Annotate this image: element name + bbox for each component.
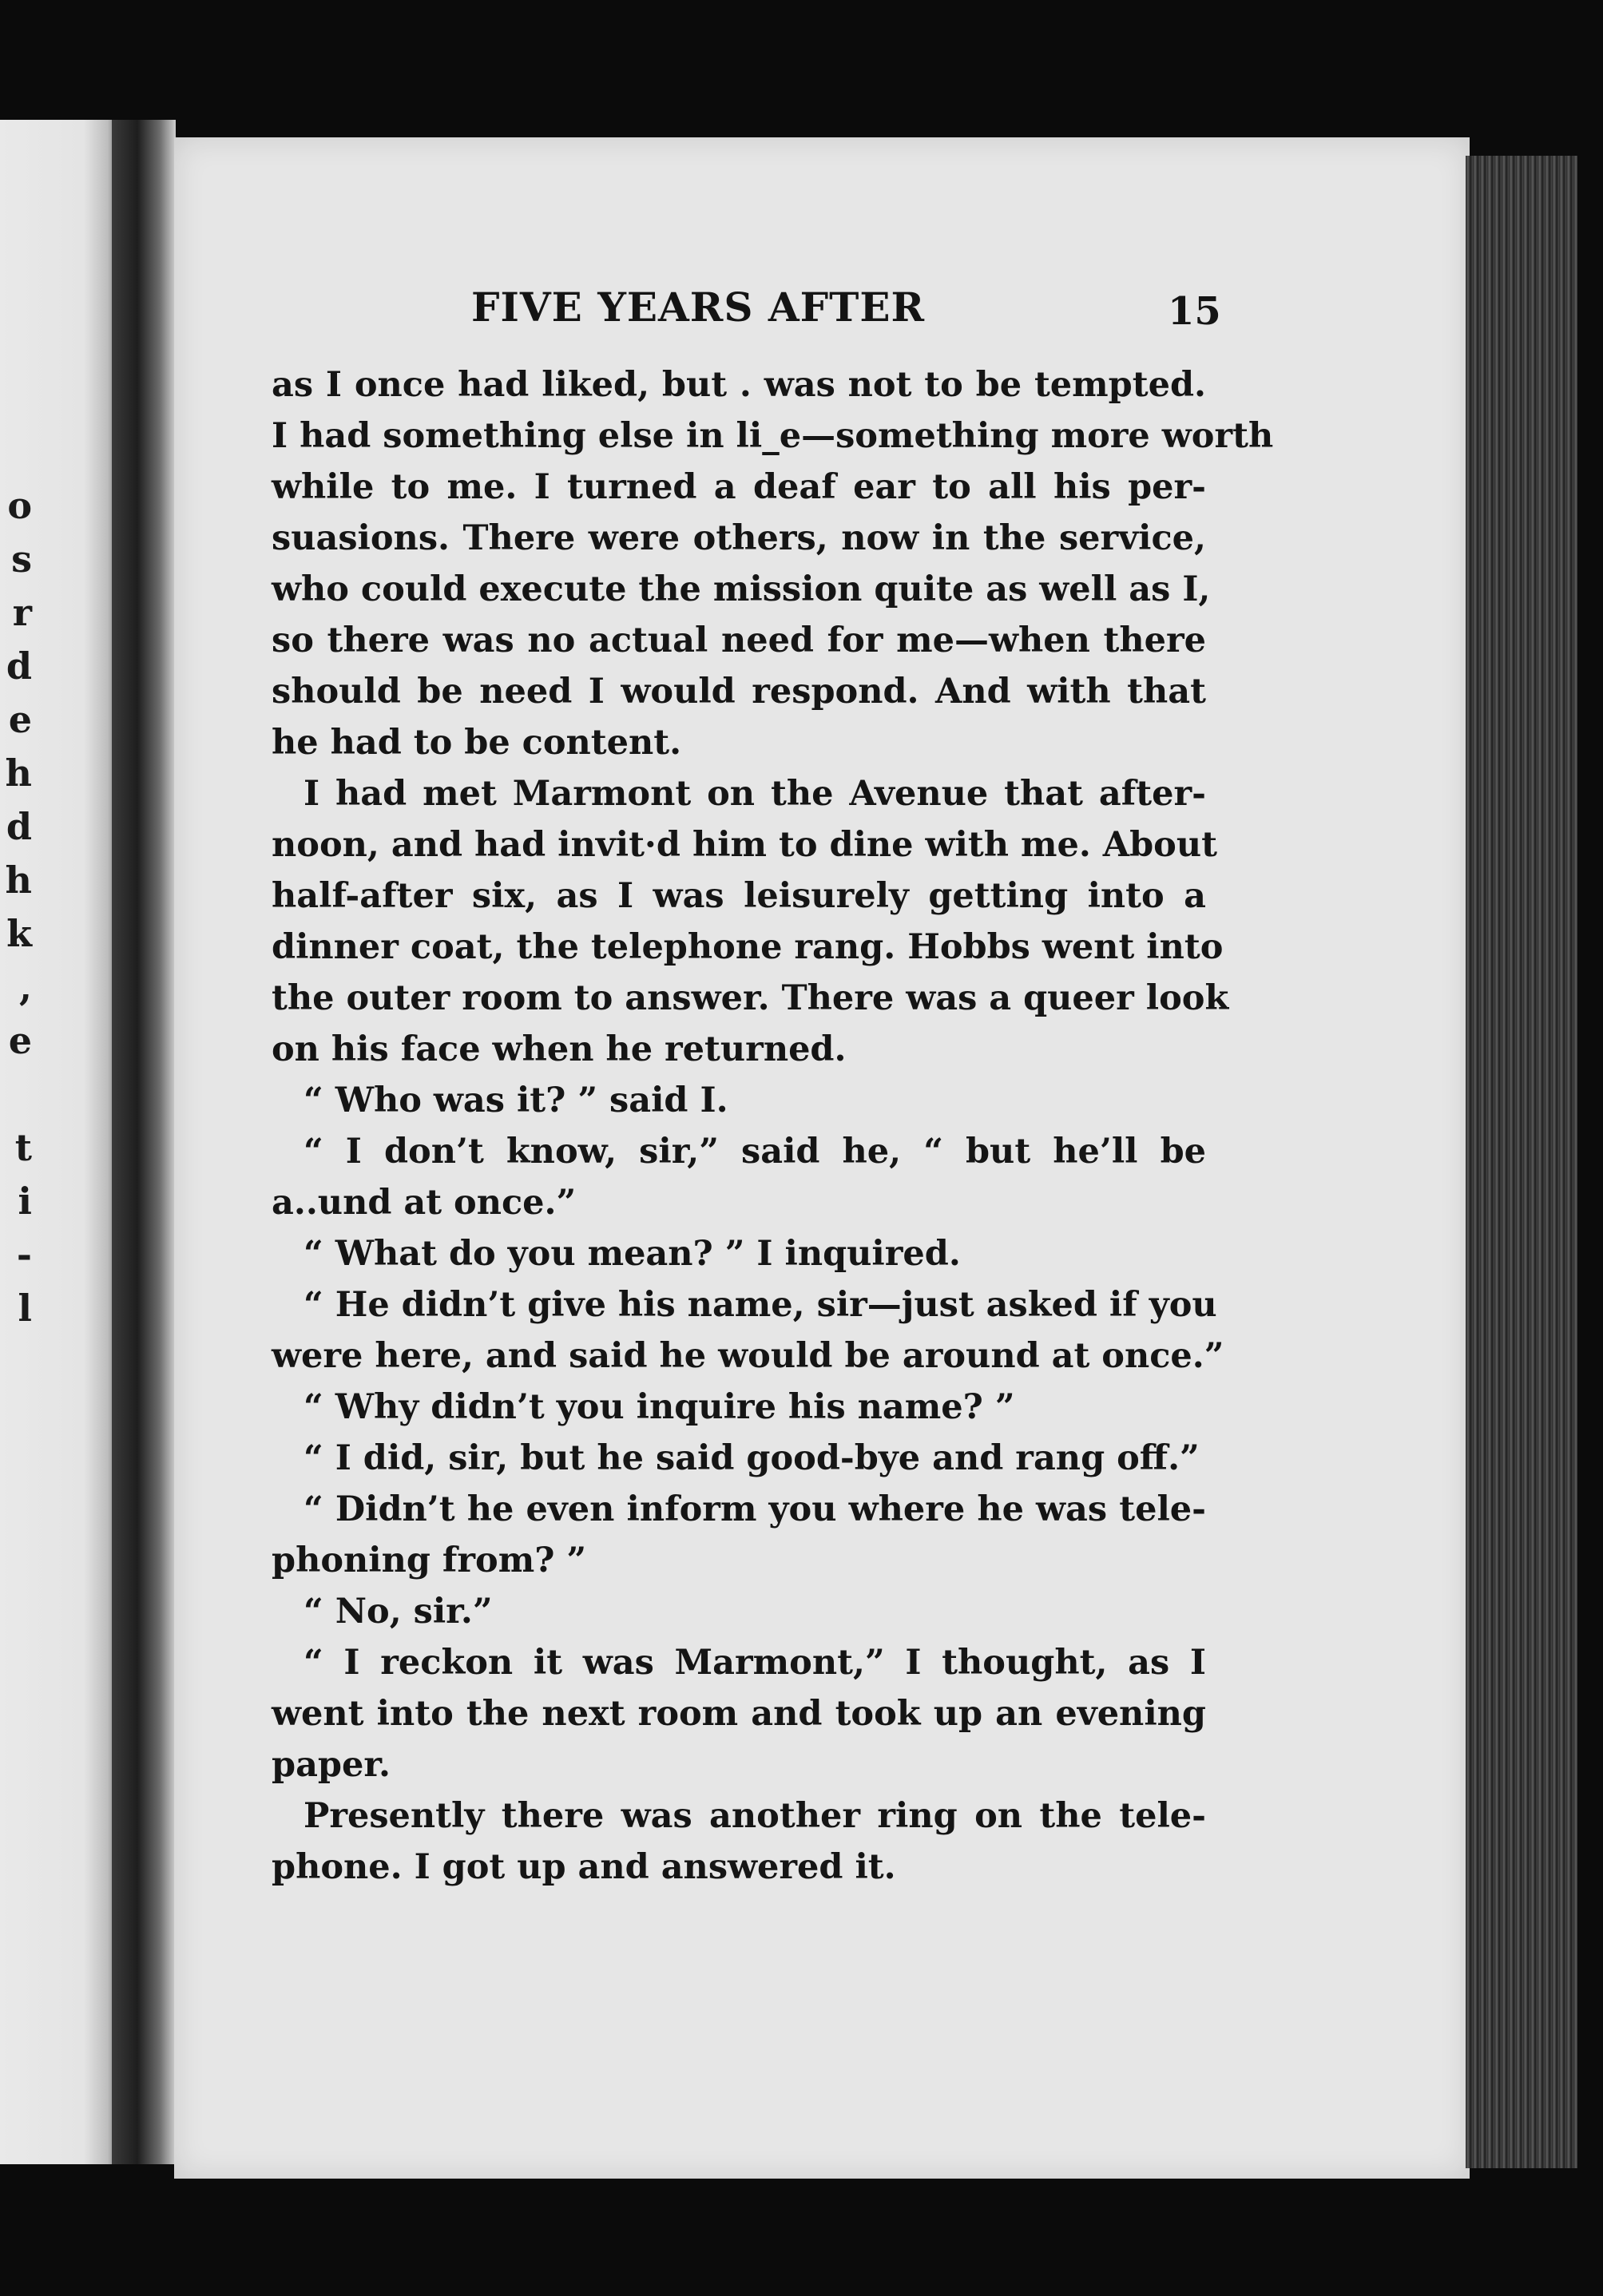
text-line: who could execute the mission quite as well as I, [272,569,1211,609]
text-line: phoning from? ” [272,1541,587,1580]
left-page-letter: t [14,1126,32,1169]
running-head: FIVE YEARS AFTER [471,284,926,331]
left-page-letter: e [8,698,32,741]
text-line: “ He didn’t give his name, sir—just asked if you [304,1285,1217,1325]
text-line: “ I did, sir, but he said good-bye and rang off.” [304,1438,1200,1478]
text-line: Presently there was another ring on the tele- [304,1796,1206,1836]
text-line: “ Didn’t he even inform you where he was tele- [304,1489,1206,1529]
body-text [272,359,1274,1893]
text-line: “ No, sir.” [304,1592,493,1632]
text-line: noon, and had invit·d him to dine with me. About [272,825,1217,865]
text-line: I had something else in li_e—something more worth [272,416,1274,456]
text-line: half-after six, as I was leisurely getting into a [272,876,1206,916]
left-page-letter: i [18,1180,32,1223]
text-line: a..und at once.” [272,1183,577,1223]
left-page-letter: e [8,1019,32,1062]
left-page-letter: l [18,1287,32,1330]
text-line: suasions. There were others, now in the service, [272,518,1206,558]
text-line: paper. [272,1745,391,1785]
left-page-letter [0,1068,32,1121]
text-line: phone. I got up and answered it. [272,1847,896,1887]
left-page-letter: d [6,805,32,848]
left-page-letter: r [12,591,32,634]
text-line: while to me. I turned a deaf ear to all his per- [272,467,1206,507]
text-line: the outer room to answer. There was a queer look [272,978,1229,1018]
text-line: “ I don’t know, sir,” said he, “ but he’ll be [304,1132,1206,1172]
text-line: as I once had liked, but . was not to be tempted. [272,365,1206,405]
text-line: should be need I would respond. And with that [272,672,1206,712]
text-line: on his face when he returned. [272,1029,847,1069]
text-line: dinner coat, the telephone rang. Hobbs went into [272,927,1224,967]
text-line: went into the next room and took up an evening [272,1694,1206,1734]
page-number: 15 [1168,289,1221,334]
text-line: “ I reckon it was Marmont,” I thought, as I [304,1643,1206,1683]
text-line: “ Who was it? ” said I. [304,1081,728,1120]
book-gutter [112,120,176,2164]
text-line: “ Why didn’t you inquire his name? ” [304,1387,1015,1427]
left-page-cut-text [0,479,32,1335]
left-facing-page [0,120,120,2164]
text-line: were here, and said he would be around at once.” [272,1336,1224,1376]
left-page-letter: - [16,1233,32,1276]
left-page-letter: s [11,537,32,581]
left-page-letter: h [5,751,32,795]
left-page-letter: o [7,484,32,527]
text-line: I had met Marmont on the Avenue that after- [304,774,1206,814]
left-page-letter: k [6,912,32,955]
left-page-letter: h [5,859,32,902]
left-page-letter: d [6,644,32,688]
left-page-letter: , [18,966,32,1009]
text-line: so there was no actual need for me—when there [272,621,1206,660]
text-line: “ What do you mean? ” I inquired. [304,1234,961,1274]
text-line: he had to be content. [272,723,682,763]
page-edges [1466,156,1577,2168]
